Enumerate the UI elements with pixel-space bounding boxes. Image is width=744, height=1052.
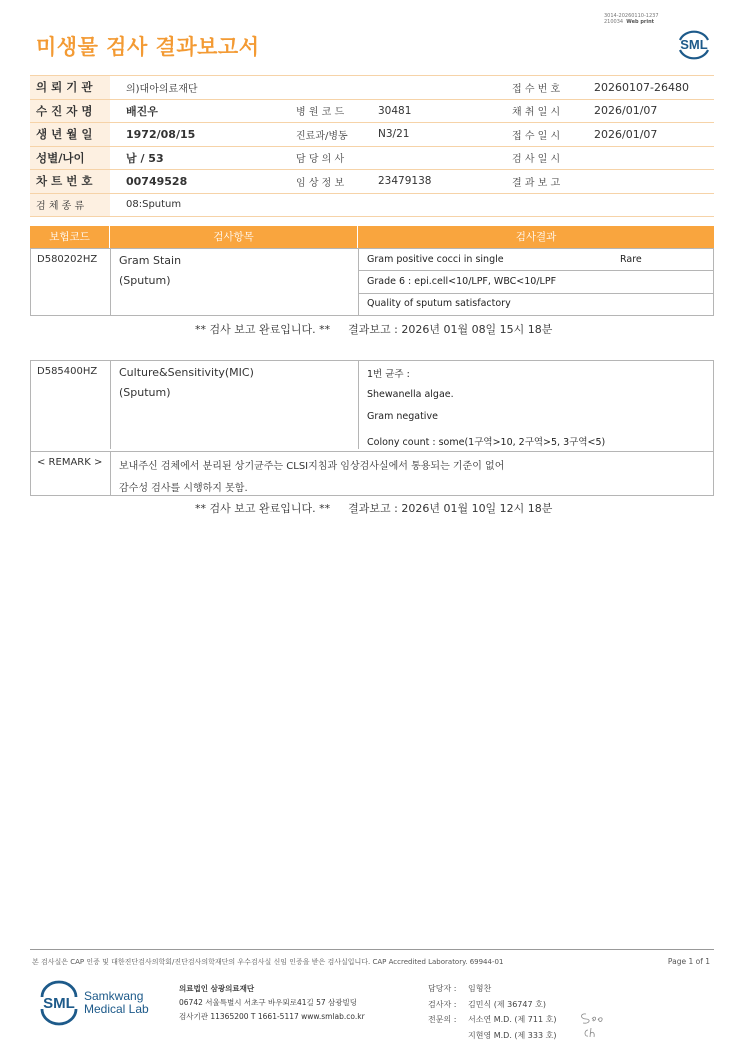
dept-value: N3/21 (364, 123, 498, 147)
header-item: 검사항목 (109, 226, 357, 248)
result-item-specimen: (Sputum) (119, 386, 171, 399)
print-meta (604, 13, 659, 25)
result-code: D580202HZ (37, 254, 98, 265)
page-number: Page 1 of 1 (667, 957, 710, 966)
sml-logo-icon (674, 26, 714, 62)
expert-label: 전문의 : (428, 1015, 457, 1024)
receipt-no-label: 접 수 번 호 (498, 76, 580, 100)
requester-value: 의)대아의료재단 (110, 76, 498, 100)
result-line: 1번 균주 : (367, 369, 410, 380)
specimen-value: 08:Sputum (110, 193, 714, 217)
result-block-gram-stain (30, 248, 714, 316)
patient-label: 수 진 자 명 (30, 99, 110, 123)
collect-date-value: 2026/01/07 (580, 99, 714, 123)
result-line: Gram negative (367, 411, 438, 422)
staff-info (428, 981, 556, 1043)
svg-text:SML: SML (680, 37, 708, 52)
report-completion (195, 321, 570, 337)
remark-text: 보내주신 검체에서 분리된 상기균주는 CLSI지침과 임상검사실에서 통용되는 기준이 없어 (119, 461, 505, 472)
corporation-address: 06742 서울특별시 서초구 바우뫼로41길 57 삼광빌딩 (179, 998, 358, 1007)
dob-label: 생 년 월 일 (30, 123, 110, 147)
sex-age-value: 남 / 53 (110, 146, 282, 170)
certification-text: 본 검사실은 CAP 인증 및 대한진단검사의학회/진단검사의학재단의 우수검사실 신임 인증을 받은 검사실입니다. CAP Accredited Laboratory. 69944-01 (32, 958, 504, 966)
corporation-name: 의료법인 삼광의료재단 (179, 984, 255, 993)
receipt-no-value: 20260107-26480 (580, 76, 714, 100)
sml-logo-icon (36, 980, 82, 1026)
report-completion (195, 500, 570, 516)
header-code: 보험코드 (49, 231, 90, 243)
lab-name-line1: Samkwang (84, 989, 144, 1003)
completion-text: ** 검사 보고 완료입니다. ** (195, 323, 331, 336)
expert-value: 지현영 M.D. (제 333 호) (468, 1030, 557, 1040)
report-value (580, 170, 714, 194)
result-line: Gram positive cocci in single (367, 254, 504, 265)
test-date-value (580, 146, 714, 170)
completion-time: 결과보고 : 2026년 01월 10일 12시 18분 (348, 502, 553, 515)
charge-label: 담당자 : (428, 984, 457, 993)
signature-icon (578, 1010, 610, 1040)
lab-name-line2: Medical Lab (84, 1002, 149, 1016)
result-line: Grade 6 : epi.cell<10/LPF, WBC<10/LPF (367, 276, 557, 287)
dept-label: 진료과/병동 (282, 123, 364, 147)
result-line: Colony count : some(1구역>10, 2구역>5, 3구역<5) (367, 437, 606, 448)
web-print-label: Web print (626, 19, 655, 25)
clinical-value: 23479138 (364, 170, 498, 194)
hospital-code-value: 30481 (364, 99, 498, 123)
specimen-label: 검 체 종 류 (30, 193, 110, 217)
report-label: 결 과 보 고 (498, 170, 580, 194)
result-item-name: Culture&Sensitivity(MIC) (119, 366, 254, 379)
receipt-date-label: 접 수 일 시 (498, 123, 580, 147)
patient-value: 배진우 (110, 99, 282, 123)
receipt-date-value: 2026/01/07 (580, 123, 714, 147)
collect-date-label: 채 취 일 시 (498, 99, 580, 123)
result-line: Shewanella algae. (367, 389, 454, 400)
remark-label: < REMARK > (37, 457, 103, 468)
result-code: D585400HZ (37, 366, 98, 377)
tester-label: 검사자 : (428, 999, 457, 1009)
expert-value: 서소연 M.D. (제 711 호) (468, 1015, 557, 1024)
completion-text: ** 검사 보고 완료입니다. ** (195, 502, 331, 515)
page-title: 미생물 검사 결과보고서 (36, 35, 260, 59)
tester-value: 김민식 (제 36747 호) (468, 999, 546, 1009)
print-code: 210034 (604, 19, 624, 25)
completion-time: 결과보고 : 2026년 01월 08일 15시 18분 (348, 323, 553, 336)
chart-no-label: 차 트 번 호 (30, 170, 110, 194)
result-block-culture (30, 360, 714, 496)
result-line: Quality of sputum satisfactory (367, 298, 511, 309)
clinical-label: 임 상 정 보 (282, 170, 364, 194)
hospital-code-label: 병 원 코 드 (282, 99, 364, 123)
result-item-specimen: (Sputum) (119, 274, 171, 287)
footer-divider (30, 949, 714, 950)
requester-label: 의 뢰 기 관 (30, 76, 110, 100)
print-id: 3014-20260110-1237 (604, 13, 659, 19)
patient-info-table (30, 75, 714, 217)
corporation-info (179, 982, 365, 1024)
result-grade: Rare (620, 254, 642, 265)
doctor-value (364, 146, 498, 170)
charge-value: 임형찬 (468, 984, 492, 993)
doctor-label: 담 당 의 사 (282, 146, 364, 170)
svg-text:SML: SML (43, 995, 75, 1012)
lab-name (84, 990, 149, 1016)
test-date-label: 검 사 일 시 (498, 146, 580, 170)
results-header (30, 226, 714, 248)
chart-no-value: 00749528 (110, 170, 282, 194)
dob-value: 1972/08/15 (110, 123, 282, 147)
header-result: 검사결과 (357, 226, 714, 248)
corporation-contact: 검사기관 11365200 T 1661-5117 www.smlab.co.kr (179, 1012, 365, 1021)
sex-age-label: 성별/나이 (30, 146, 110, 170)
remark-text: 감수성 검사를 시행하지 못함. (119, 483, 248, 494)
result-item-name: Gram Stain (119, 254, 182, 267)
